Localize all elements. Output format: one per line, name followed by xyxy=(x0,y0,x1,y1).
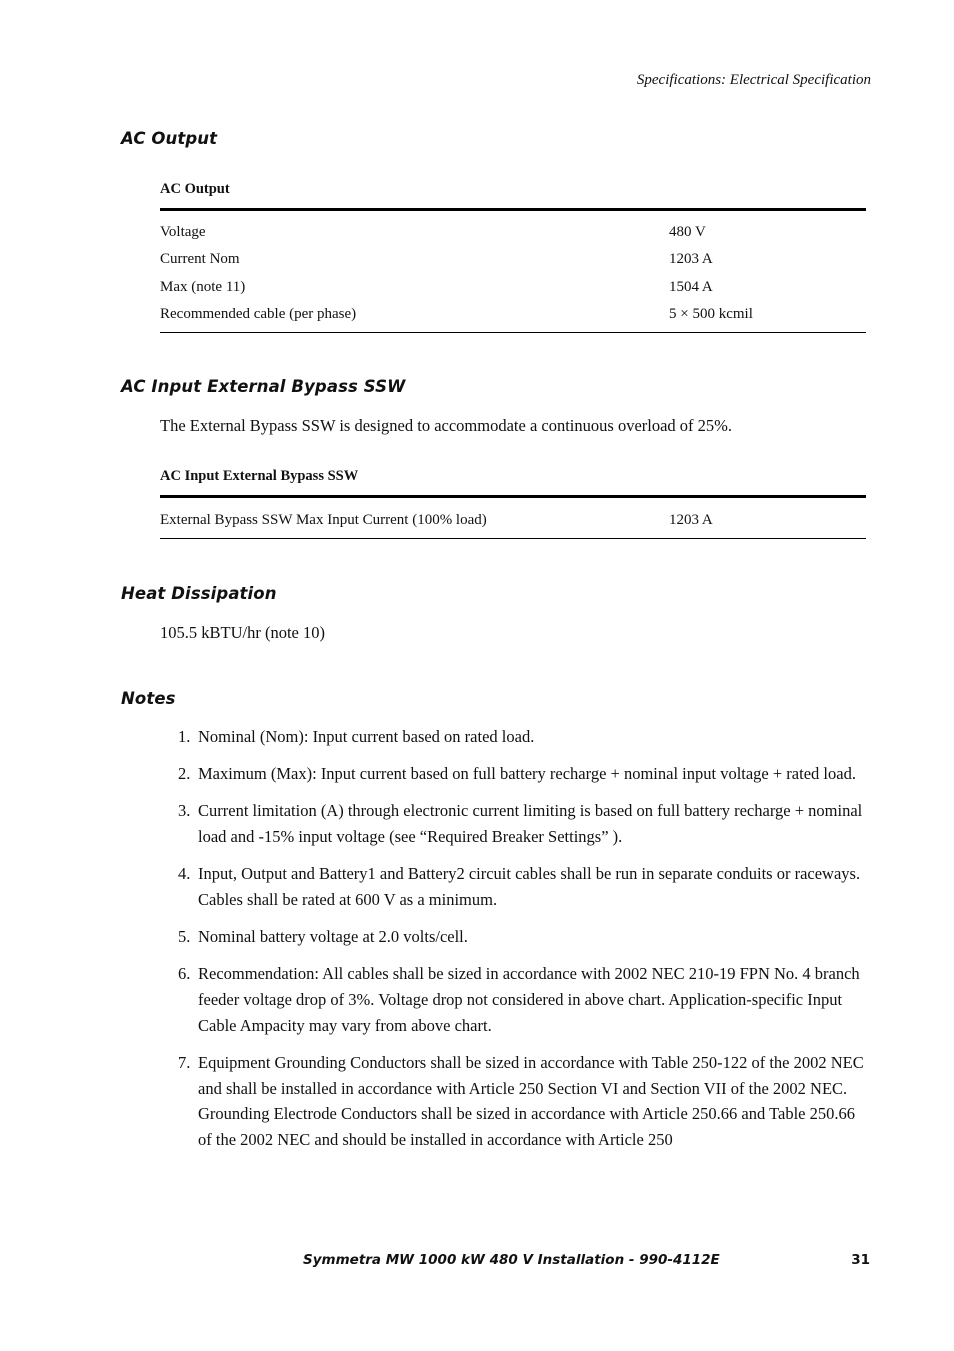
row-value: 1203 A xyxy=(669,512,713,528)
row-label: External Bypass SSW Max Input Current (100% load) xyxy=(160,512,487,528)
note-text: Current limitation (A) through electronic current limiting is based on full battery recharge + nominal load and -15% input voltage (see “Required Breaker Settings” ). xyxy=(198,801,863,847)
list-item xyxy=(160,1050,872,1153)
note-number: 7. xyxy=(178,1053,191,1073)
note-text: Nominal (Nom): Input current based on rated load. xyxy=(198,727,535,746)
list-item xyxy=(160,761,872,787)
section-heading-ac-output: AC Output xyxy=(121,129,218,148)
table-caption-bypass: AC Input External Bypass SSW xyxy=(160,468,359,484)
note-number: 2. xyxy=(178,764,191,784)
note-text: Nominal battery voltage at 2.0 volts/cell. xyxy=(198,927,468,947)
row-label: Recommended cable (per phase) xyxy=(160,306,357,322)
table-caption-ac-output: AC Output xyxy=(160,181,230,197)
section-heading-heat: Heat Dissipation xyxy=(121,584,277,603)
note-number: 5. xyxy=(178,927,191,947)
note-text: Maximum (Max): Input current based on full battery recharge + nominal input voltage + rated load. xyxy=(198,764,856,784)
heat-dissipation-value: 105.5 kBTU/hr (note 10) xyxy=(160,623,325,642)
note-number: 4. xyxy=(178,864,191,884)
row-label: Max (note 11) xyxy=(160,279,246,295)
list-item xyxy=(160,724,872,750)
row-label: Current Nom xyxy=(160,251,240,267)
footer-document-title: Symmetra MW 1000 kW 480 V Installation - 990-4112E xyxy=(303,1252,720,1268)
note-number: 6. xyxy=(178,964,191,984)
row-value: 5 × 500 kcmil xyxy=(669,306,753,322)
notes-list xyxy=(160,724,872,1164)
note-number: 1. xyxy=(178,727,191,746)
section-heading-bypass: AC Input External Bypass SSW xyxy=(121,377,406,396)
list-item xyxy=(160,961,872,1038)
list-item xyxy=(160,798,872,849)
table-bottom-rule xyxy=(160,332,866,333)
note-text: Equipment Grounding Conductors shall be sized in accordance with Table 250-122 of the 2002 NEC and shall be installed in accordance with Article 250 Section VI and Section VII of the 2002 NEC. Grounding Electrode Conductors shall be sized in accordance with Article 250.66 and Table 250.66 of the 2002 NEC and should be installed in accordance with Article 250 xyxy=(198,1053,864,1150)
table-bottom-rule xyxy=(160,538,866,539)
note-text: Input, Output and Battery1 and Battery2 circuit cables shall be run in separate conduits or raceways. Cables shall be rated at 600 V as a minimum. xyxy=(198,864,861,910)
section-heading-notes: Notes xyxy=(121,689,176,708)
running-header: Specifications: Electrical Specification xyxy=(636,72,871,88)
row-label: Voltage xyxy=(160,224,206,240)
row-value: 480 V xyxy=(669,224,706,240)
list-item xyxy=(160,924,872,950)
list-item xyxy=(160,861,872,912)
table-top-rule xyxy=(160,495,866,498)
row-value: 1504 A xyxy=(669,279,713,295)
note-number: 3. xyxy=(178,801,191,821)
row-value: 1203 A xyxy=(669,251,713,267)
page-number: 31 xyxy=(851,1252,870,1268)
bypass-description: The External Bypass SSW is designed to accommodate a continuous overload of 25%. xyxy=(160,416,733,435)
table-top-rule xyxy=(160,208,866,211)
note-text: Recommendation: All cables shall be sized in accordance with 2002 NEC 210-19 FPN No. 4 branch feeder voltage drop of 3%. Voltage drop not considered in above chart. Application-specific Input Cable Ampacity may vary from above chart. xyxy=(198,964,860,1035)
